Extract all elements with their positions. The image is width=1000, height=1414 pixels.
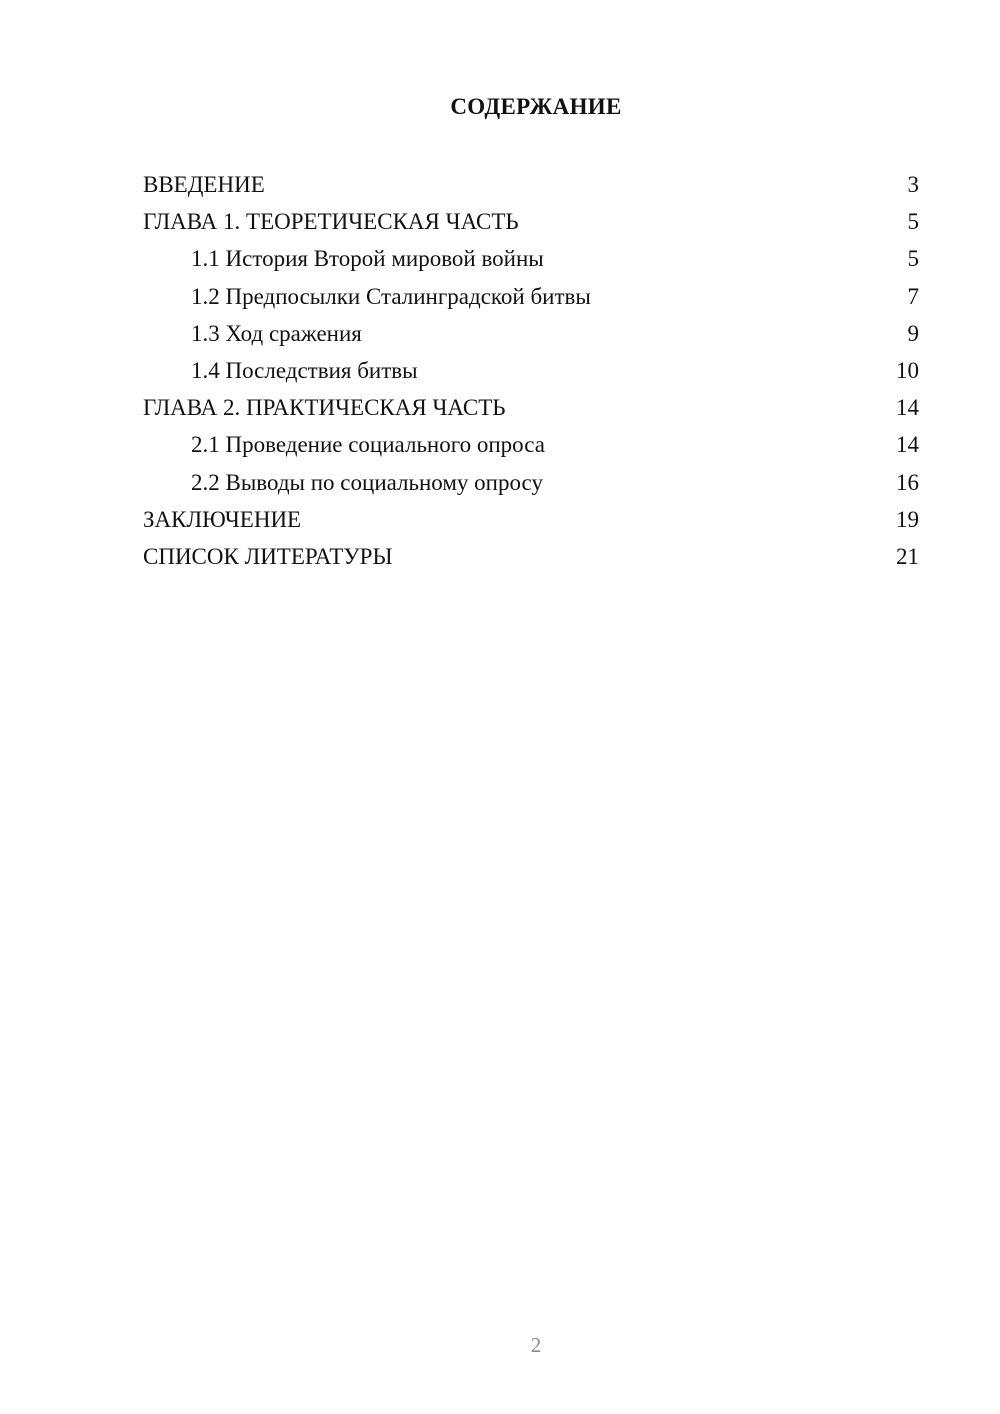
toc-entry-label: 1.4 Последствия битвы <box>191 357 418 383</box>
toc-entry-label: 1.3 Ход сражения <box>191 320 362 346</box>
toc-entry-page: 7 <box>907 283 919 309</box>
toc-entry-page: 14 <box>896 395 919 421</box>
toc-entry-label: 2.1 Проведение социального опроса <box>191 432 545 458</box>
toc-entry-introduction <box>143 166 919 203</box>
page-title-text: СОДЕРЖАНИЕ <box>450 94 622 119</box>
toc-entry-chapter-2 <box>143 389 919 426</box>
toc-entry-page: 21 <box>896 543 919 569</box>
page-number: 2 <box>530 1333 542 1357</box>
toc-entry-section-1-3 <box>143 315 919 352</box>
toc-entry-page: 16 <box>896 469 919 495</box>
toc-entry-label: 1.1 История Второй мировой войны <box>191 246 544 272</box>
toc-entry-conclusion <box>143 501 919 538</box>
toc-entry-page: 19 <box>896 506 919 532</box>
toc-entry-label: ЗАКЛЮЧЕНИЕ <box>143 506 302 532</box>
toc-entry-label: 2.2 Выводы по социальному опросу <box>191 469 543 495</box>
toc-entry-section-1-4 <box>143 352 919 389</box>
toc-entry-bibliography <box>143 538 919 575</box>
toc-entry-page: 5 <box>907 246 919 272</box>
toc-entry-label: ГЛАВА 1. ТЕОРЕТИЧЕСКАЯ ЧАСТЬ <box>143 209 519 235</box>
toc-entry-page: 14 <box>896 432 919 458</box>
table-of-contents <box>143 166 919 575</box>
toc-entry-page: 10 <box>896 357 919 383</box>
toc-entry-section-2-1 <box>143 426 919 463</box>
toc-entry-page: 5 <box>907 209 919 235</box>
toc-entry-label: ВВЕДЕНИЕ <box>143 172 265 197</box>
toc-entry-chapter-1 <box>143 203 919 240</box>
toc-entry-page: 9 <box>907 320 919 346</box>
toc-entry-label: ГЛАВА 2. ПРАКТИЧЕСКАЯ ЧАСТЬ <box>143 395 506 421</box>
toc-entry-section-1-1 <box>143 240 919 277</box>
toc-entry-section-2-2 <box>143 464 919 501</box>
toc-entry-label: СПИСОК ЛИТЕРАТУРЫ <box>143 543 393 569</box>
toc-entry-page: 3 <box>907 172 919 197</box>
page-title <box>0 94 1000 120</box>
toc-entry-label: 1.2 Предпосылки Сталинградской битвы <box>191 283 591 309</box>
toc-entry-section-1-2 <box>143 278 919 315</box>
